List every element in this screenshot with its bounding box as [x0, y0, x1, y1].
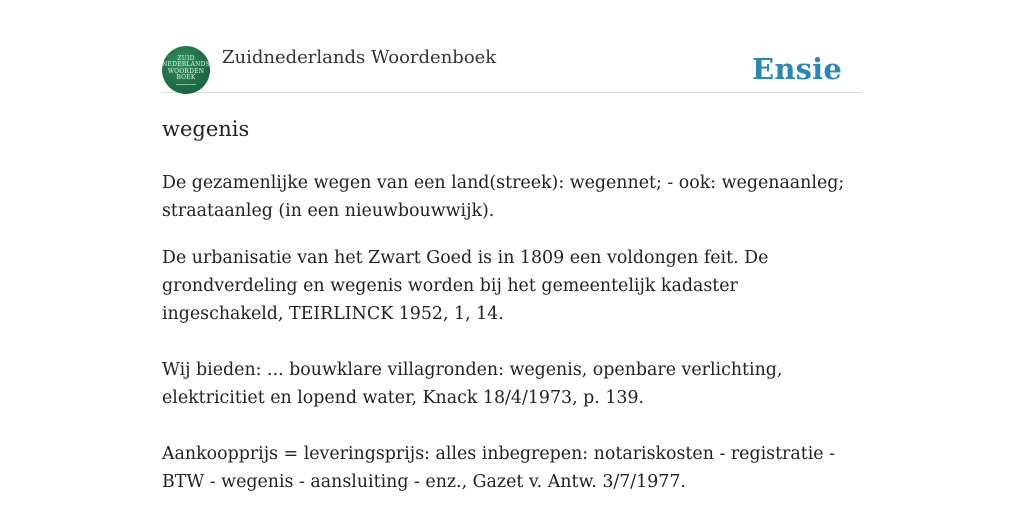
source-logo[interactable]: [162, 46, 210, 94]
entry-content: [162, 114, 862, 512]
logo-text-line-4: BOEK: [176, 74, 196, 81]
entry-quote: Aankoopprijs = leveringsprijs: alles inbegrepen: notariskosten - registratie - BTW - wegenis - aansluiting - enz., Gazet v. Antw. 3/7/1977.: [162, 444, 835, 492]
logo-text-line-1: ZUID: [177, 54, 195, 62]
entry-quote: De urbanisatie van het Zwart Goed is in 1809 een voldongen feit. De grondverdeling en wegenis worden bij het gemeentelijk kadaster ingeschakeld, TEIRLINCK 1952, 1, 14.: [162, 248, 769, 324]
entry-quote: Wij bieden: ... bouwklare villagronden: wegenis, openbare verlichting, elektricitiet en lopend water, Knack 18/4/1973, p. 139.: [162, 360, 783, 408]
source-name-link[interactable]: Zuidnederlands Woordenboek: [222, 47, 497, 68]
logo-divider: [176, 84, 196, 85]
ensie-brand-logo[interactable]: Ensie: [752, 52, 842, 86]
logo-text-line-2: NEDERLANDS: [162, 61, 210, 68]
site-header: [162, 46, 862, 93]
logo-text-line-3: WOORDEN: [167, 67, 205, 75]
entry-headword: wegenis: [162, 117, 250, 141]
entry-definition: De gezamenlijke wegen van een land(streek): wegennet; - ook: wegenaanleg; straataanleg (in een nieuwbouwwijk).: [162, 173, 845, 221]
